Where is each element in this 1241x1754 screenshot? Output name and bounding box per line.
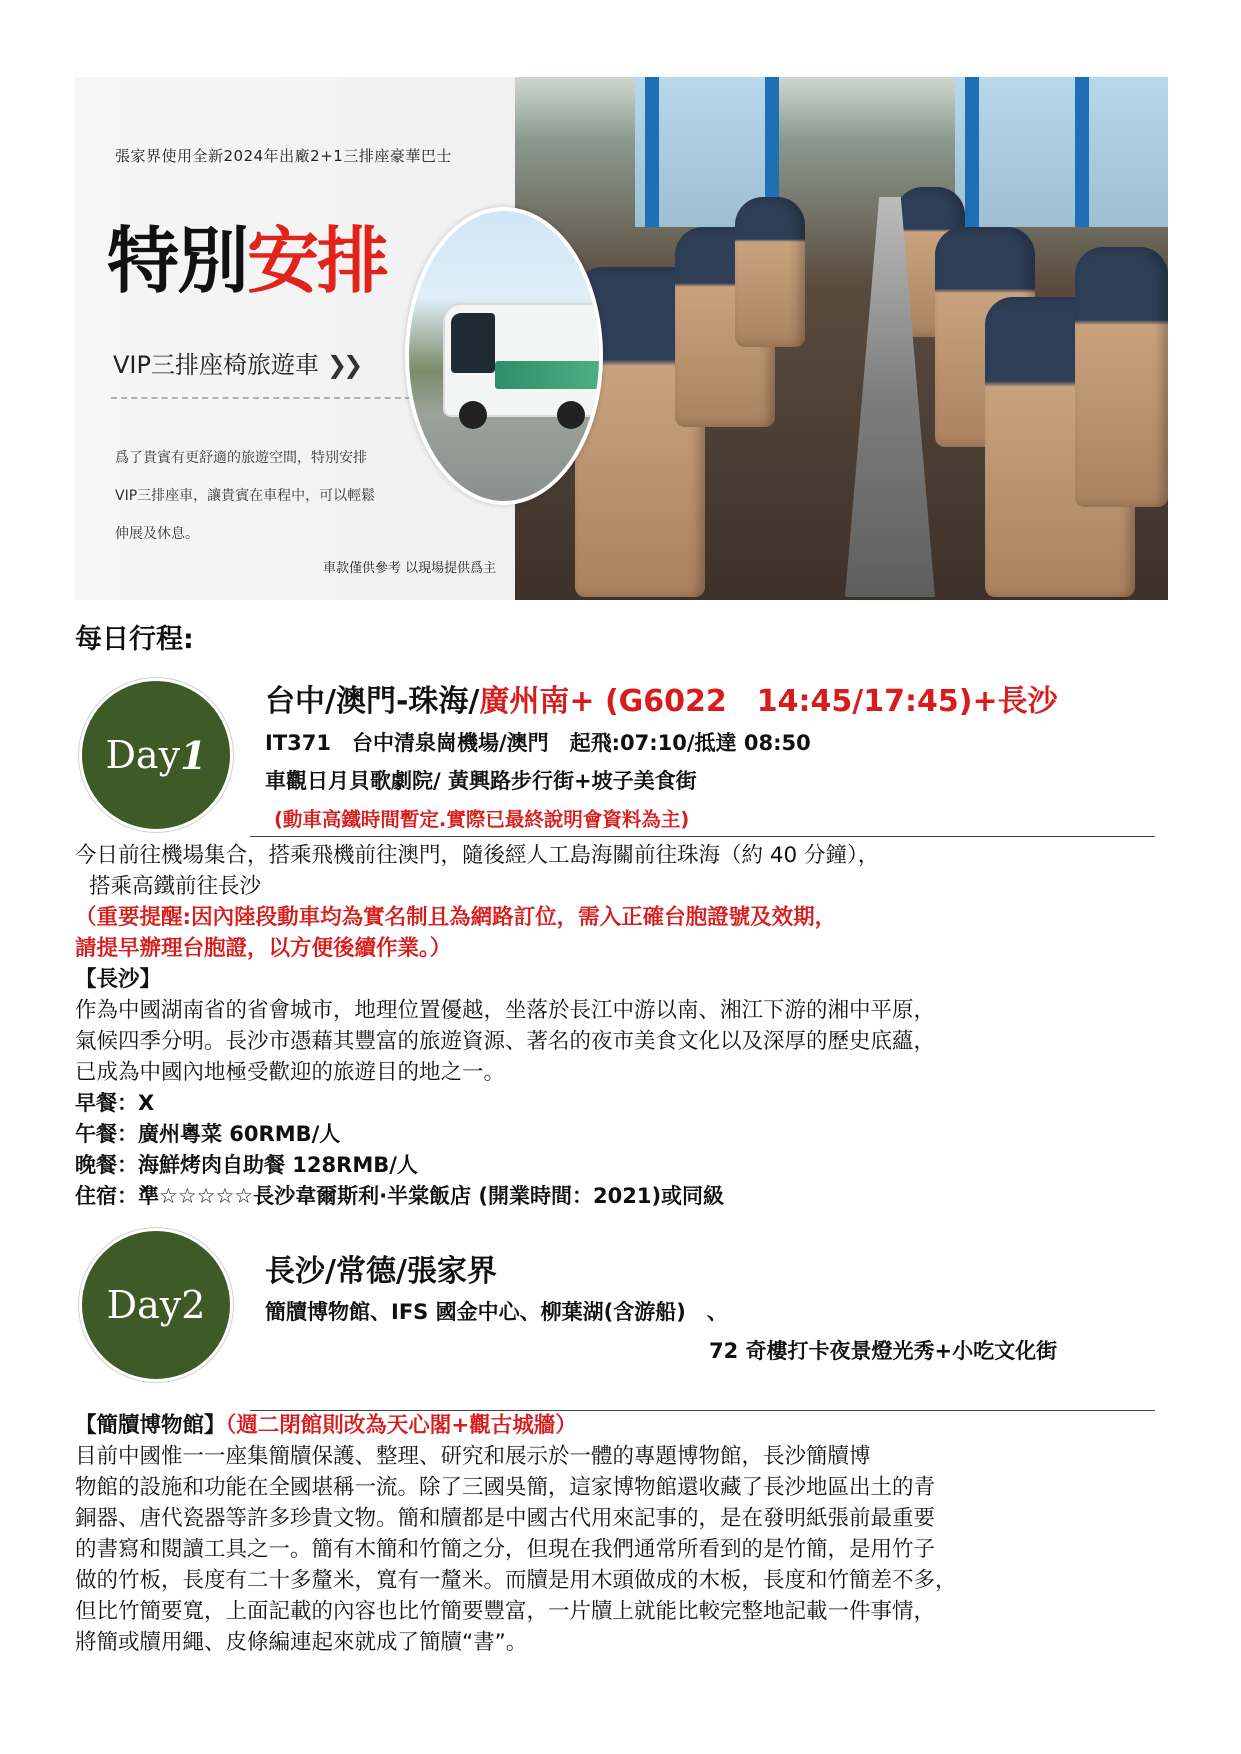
banner-title-red: 安排 — [247, 219, 388, 303]
bus-wheel — [459, 401, 487, 429]
breakfast: 早餐：X — [75, 1091, 155, 1115]
day1-badge-number: 1 — [180, 732, 207, 778]
curtain — [965, 77, 979, 227]
curtain — [1075, 77, 1089, 227]
banner-note: 車款僅供參考 以現場提供爲主 — [323, 561, 497, 576]
day1-reminder: （重要提醒:因內陸段動車均為實名制且為網路訂位，需入正確台胞證號及效期， — [75, 905, 837, 930]
dinner: 晚餐：海鮮烤肉自助餐 128RMB/人 — [75, 1153, 418, 1177]
museum-desc-line: 但比竹簡要寬，上面記載的內容也比竹簡要豐富，一片牘上就能比較完整地記載一件事情， — [75, 1599, 936, 1624]
museum-desc-line: 做的竹板，長度有二十多釐米，寬有一釐米。而牘是用木頭做成的木板，長度和竹簡差不多， — [75, 1568, 957, 1593]
museum-heading-line — [75, 1410, 957, 1441]
museum-desc-line: 的書寫和閱讀工具之一。簡有木簡和竹簡之分，但現在我們通常所看到的是竹簡，是用竹子 — [75, 1537, 936, 1562]
day1-title — [265, 676, 1058, 720]
day1-badge — [79, 678, 233, 832]
day1-sights: 車觀日月貝歌劇院/ 黃興路步行街+坡子美食街 — [265, 769, 697, 793]
double-arrow-icon: ❯❯ — [326, 351, 360, 379]
day1-title-main: 台中/澳門-珠海/ — [265, 684, 480, 719]
day2-badge — [79, 1228, 233, 1382]
city-desc-line: 氣候四季分明。長沙市憑藉其豐富的旅遊資源、著名的夜市美食文化以及深厚的歷史底蘊， — [75, 1029, 936, 1054]
banner-title-black: 特別 — [107, 219, 248, 303]
banner-desc-line: 爲了貴賓有更舒適的旅遊空間，特別安排 — [115, 450, 367, 466]
day2-sights: 簡牘博物館、IFS 國金中心、柳葉湖(含游船) 、 — [265, 1300, 728, 1324]
banner-description — [115, 439, 375, 553]
museum-desc-line: 將簡或牘用繩、皮條編連起來就成了簡牘“書”。 — [75, 1630, 528, 1655]
banner-vip-label — [113, 345, 359, 380]
curtain — [645, 77, 659, 227]
lunch: 午餐：廣州粵菜 60RMB/人 — [75, 1122, 341, 1146]
day1-badge-prefix: Day — [105, 733, 181, 777]
day2-description — [75, 1410, 957, 1658]
bus-window-right — [955, 77, 1168, 227]
banner-divider — [111, 397, 411, 399]
seat — [735, 197, 805, 347]
banner-title — [107, 219, 388, 303]
day1-description — [75, 840, 935, 1212]
museum-desc-line: 物館的設施和功能在全國堪稱一流。除了三國吳簡，這家博物館還收藏了長沙地區出土的青 — [75, 1475, 936, 1500]
bus-exterior-photo — [405, 207, 603, 505]
museum-closed-note: （週二閉館則改為天心閣+觀古城牆） — [225, 1413, 577, 1438]
bus-windshield — [451, 313, 495, 373]
day1-desc-line: 搭乘高鐵前往長沙 — [89, 874, 262, 899]
bus-interior-photo — [515, 77, 1168, 600]
museum-desc-line: 目前中國惟一一座集簡牘保護、整理、研究和展示於一體的專題博物館，長沙簡牘博 — [75, 1444, 871, 1469]
banner-desc-line: 伸展及休息。 — [115, 526, 199, 542]
banner-subtitle: 張家界使用全新2024年出廠2+1三排座豪華巴士 — [115, 147, 452, 165]
bus-livery — [495, 361, 601, 389]
banner-desc-line: VIP三排座車，讓貴賓在車程中，可以輕鬆 — [115, 488, 376, 504]
city-heading: 【長沙】 — [75, 967, 162, 992]
day1-flight: IT371 台中清泉崗機場/澳門 起飛:07:10/抵達 08:50 — [265, 731, 811, 755]
day2-badge-prefix: Day — [106, 1283, 182, 1327]
day1-reminder: 請提早辦理台胞證，以方便後續作業。） — [75, 936, 452, 961]
day2-title: 長沙/常德/張家界 — [265, 1254, 497, 1289]
day1-desc-line: 今日前往機場集合，搭乘飛機前往澳門，隨後經人工島海關前往珠海（約 40 分鐘）， — [75, 843, 880, 868]
day1-title-red: 廣州南+ (G6022 14:45/17:45)+長沙 — [479, 684, 1058, 719]
vip-label-text: VIP三排座椅旅遊車 — [113, 351, 319, 379]
day1-notice: (動車高鐵時間暫定.實際已最終說明會資料為主) — [274, 808, 690, 831]
museum-desc-line: 銅器、唐代瓷器等許多珍貴文物。簡和牘都是中國古代用來記事的，是在發明紙張前最重要 — [75, 1506, 936, 1531]
city-desc-line: 已成為中國內地極受歡迎的旅遊目的地之一。 — [75, 1060, 506, 1085]
museum-heading: 【簡牘博物館】 — [75, 1413, 226, 1438]
city-desc-line: 作為中國湖南省的省會城市，地理位置優越，坐落於長江中游以南、湘江下游的湘中平原， — [75, 998, 936, 1023]
bus-wheel — [557, 401, 585, 429]
section-heading: 每日行程: — [75, 624, 194, 655]
day2-sights: 72 奇樓打卡夜景燈光秀+小吃文化街 — [709, 1339, 1058, 1363]
bus-body — [443, 303, 603, 417]
banner-image — [75, 77, 1168, 600]
day2-badge-number: 2 — [181, 1283, 206, 1327]
seat — [1075, 247, 1168, 507]
hotel: 住宿：準☆☆☆☆☆長沙韋爾斯利·半棠飯店 (開業時間：2021)或同級 — [75, 1184, 725, 1208]
day1-divider — [250, 836, 1155, 837]
